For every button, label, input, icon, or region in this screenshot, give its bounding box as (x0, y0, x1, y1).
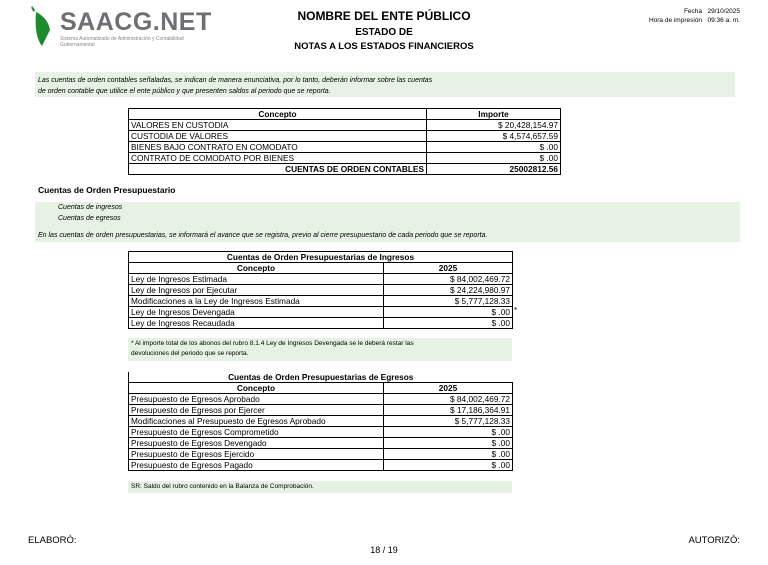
cell: 25002812.56 (427, 164, 561, 175)
table-row (129, 120, 561, 131)
cell: $ 17,186,364.91 (384, 405, 513, 416)
intro-line: de orden contable que utilice el ente público y que presenten saldos al periodo que se reporta. (38, 88, 331, 95)
cell: $ 84,002,469.72 (384, 394, 513, 405)
table-row (129, 131, 561, 142)
table-title: Cuentas de Orden Presupuestarias de Ingresos (129, 252, 513, 263)
cell: Presupuesto de Egresos Pagado (129, 460, 384, 471)
table-row (129, 285, 513, 296)
list-item: Cuentas de ingresos (58, 204, 123, 211)
cell: $ 20,428,154.97 (427, 120, 561, 131)
cell: CUENTAS DE ORDEN CONTABLES (129, 164, 427, 175)
logo-text: SAACG.NET (60, 8, 212, 36)
cell: $ .00 (384, 427, 513, 438)
table-row (129, 153, 561, 164)
cell: CONTRATO DE COMODATO POR BIENES (129, 153, 427, 164)
entity-name: NOMBRE DEL ENTE PÚBLICO (297, 9, 471, 23)
footnote-line: devoluciones del periodo que se reporta. (131, 350, 249, 357)
cell: Ley de Ingresos por Ejecutar (129, 285, 384, 296)
fecha-label: Fecha (683, 8, 703, 15)
header-cell: Importe (427, 109, 561, 120)
cell: Presupuesto de Egresos por Ejercer (129, 405, 384, 416)
table-row (129, 274, 513, 285)
header-cell: 2025 (384, 263, 513, 274)
cell: Modificaciones al Presupuesto de Egresos Aprobado (129, 416, 384, 427)
cell: $ .00 (384, 307, 513, 318)
logo-leaf-icon (28, 6, 58, 48)
cell: $ .00 (384, 318, 513, 329)
report-state: ESTADO DE (355, 27, 413, 38)
cell: $ 4,574,657.59 (427, 131, 561, 142)
total-row (129, 164, 561, 175)
cell: $ 5,777,128.33 (384, 296, 513, 307)
footnote-line: * Al importe total de los abonos del rubro 8.1.4 Ley de Ingresos Devengada se le deberá restar las (131, 340, 414, 347)
cell: Ley de Ingresos Devengada (129, 307, 384, 318)
intro-line: Las cuentas de orden contables señaladas, se indican de manera enunciativa, por lo tanto, deberán informar sobre las cuentas (38, 77, 433, 84)
table-row (129, 296, 513, 307)
fecha-value: 29/10/2025 (707, 8, 740, 15)
table-row (129, 405, 513, 416)
cell: $ .00 (384, 460, 513, 471)
header-cell: 2025 (384, 383, 513, 394)
table-row (129, 142, 561, 153)
ingresos-footnote (128, 338, 512, 361)
table-row (129, 427, 513, 438)
cell: Modificaciones a la Ley de Ingresos Estimada (129, 296, 384, 307)
contables-table (128, 108, 561, 175)
intro-note (35, 72, 735, 97)
table-title: Cuentas de Orden Presupuestarias de Egresos (129, 372, 513, 383)
table-row (129, 449, 513, 460)
cell: $ .00 (384, 449, 513, 460)
logo-subtitle: Sistema Automatizado de Administración y Contabilidad Gubernamental (60, 36, 184, 48)
header-cell: Concepto (129, 263, 384, 274)
asterisk-mark: * (514, 306, 518, 315)
hora-value: 09:36 a. m. (707, 17, 740, 24)
logo (28, 6, 218, 48)
cell: $ 24,224,980.97 (384, 285, 513, 296)
section-heading: Cuentas de Orden Presupuestario (38, 185, 176, 195)
egresos-table (128, 372, 513, 471)
presupuestario-note (35, 202, 740, 242)
table-row (129, 318, 513, 329)
hora-label: Hora de impresión (648, 17, 703, 24)
report-title: NOTAS A LOS ESTADOS FINANCIEROS (294, 41, 474, 52)
cell: $ 84,002,469.72 (384, 274, 513, 285)
table-row (129, 394, 513, 405)
note-text: En las cuentas de orden presupuestarias, se informará el avance que se registra, previo al cierre presupuestario de cada periodo que se reporta. (38, 232, 488, 239)
table-row (129, 438, 513, 449)
cell: $ .00 (384, 438, 513, 449)
table-row (129, 416, 513, 427)
print-info (649, 7, 740, 25)
cell: Ley de Ingresos Estimada (129, 274, 384, 285)
cell: Presupuesto de Egresos Aprobado (129, 394, 384, 405)
ingresos-table (128, 251, 513, 329)
cell: BIENES BAJO CONTRATO EN COMODATO (129, 142, 427, 153)
cell: Presupuesto de Egresos Devengado (129, 438, 384, 449)
cell: VALORES EN CUSTODIA (129, 120, 427, 131)
header-cell: Concepto (129, 109, 427, 120)
cell: $ 5,777,128.33 (384, 416, 513, 427)
list-item: Cuentas de egresos (58, 215, 121, 222)
egresos-footnote: SR: Saldo del rubro contenido en la Balanza de Comprobación. (128, 481, 512, 493)
page-number: 18 / 19 (370, 545, 398, 555)
table-row (129, 307, 513, 318)
table-row (129, 460, 513, 471)
cell: CUSTODIA DE VALORES (129, 131, 427, 142)
cell: Presupuesto de Egresos Comprometido (129, 427, 384, 438)
autorizo-label: AUTORIZÓ: (688, 535, 740, 546)
cell: Presupuesto de Egresos Ejercido (129, 449, 384, 460)
cell: Ley de Ingresos Recaudada (129, 318, 384, 329)
header-cell: Concepto (129, 383, 384, 394)
cell: $ .00 (427, 142, 561, 153)
cell: $ .00 (427, 153, 561, 164)
elaboro-label: ELABORÓ: (28, 535, 77, 546)
